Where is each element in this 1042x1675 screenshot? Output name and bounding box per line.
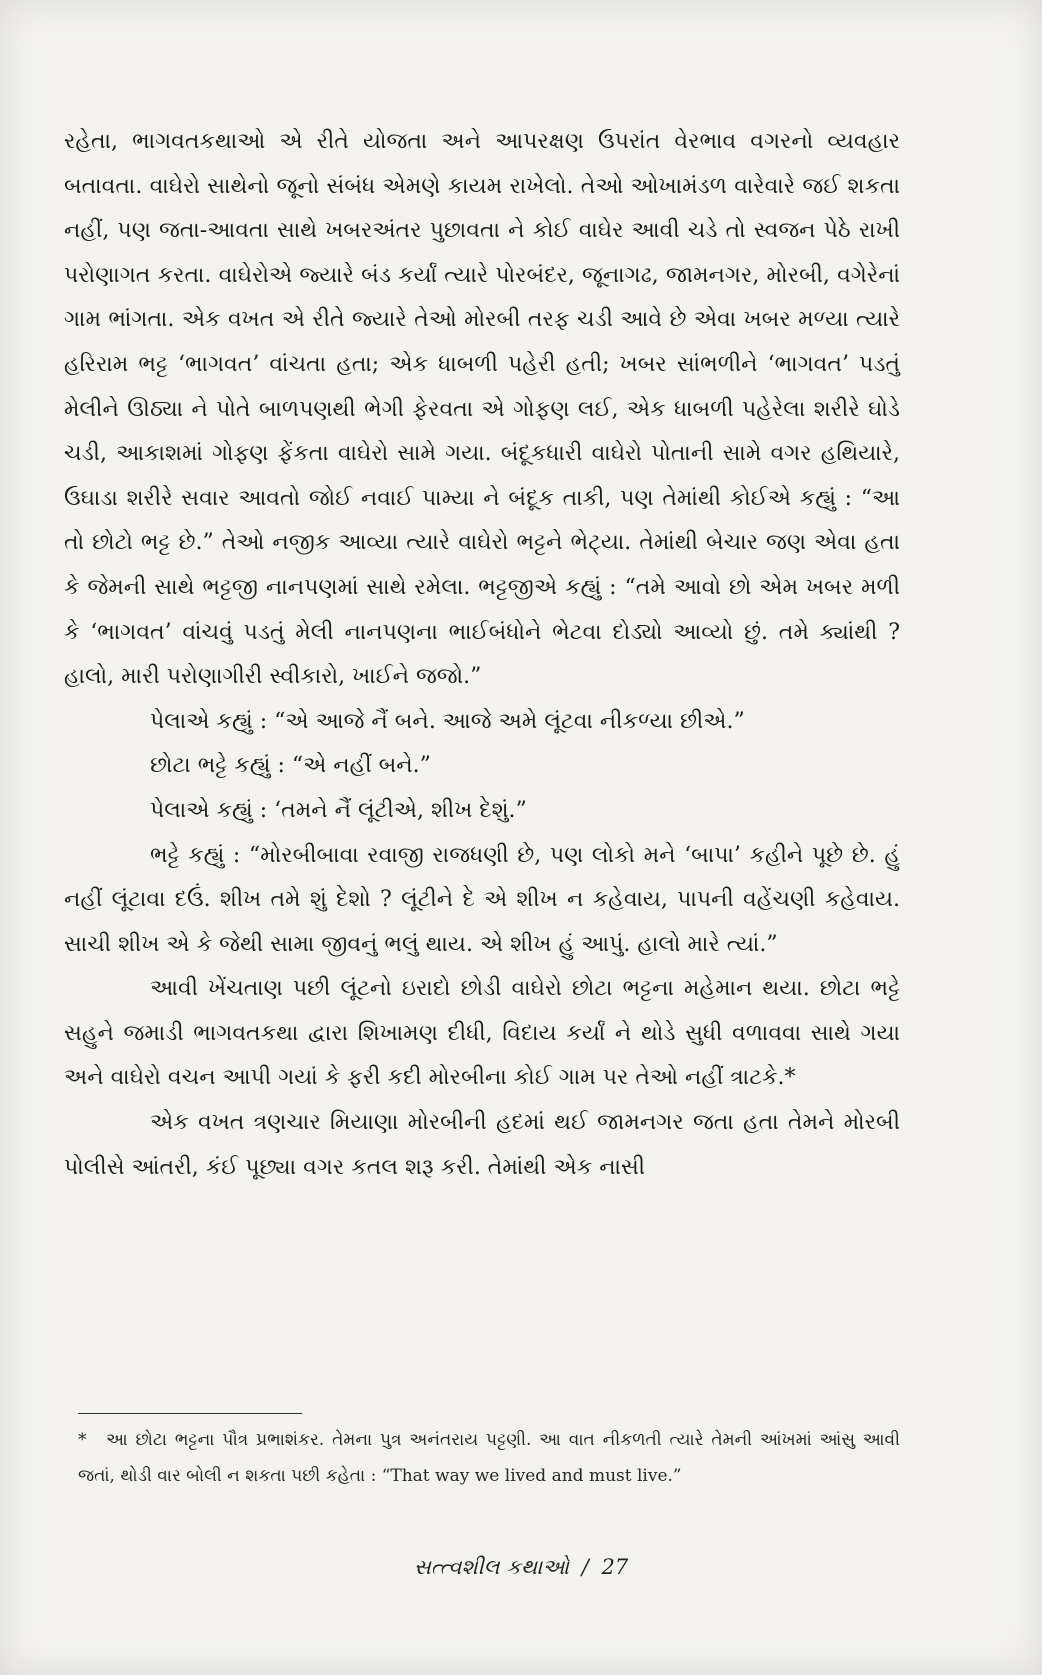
- footnote-marker: *: [78, 1430, 87, 1450]
- footnote-divider: [78, 1413, 302, 1414]
- paragraph-2: પેલાએ કહ્યું : “એ આજે નૈં બને. આજે અમે લૂંટવા નીકળ્યા છીએ.”: [150, 708, 745, 734]
- paragraph-7: એક વખત ત્રણચાર મિયાણા મોરબીની હદમાં થઈ જામનગર જતા હતા તેમને મોરબી પોલીસે આંતરી, કંઈ પૂછ્યા વગર કતલ શરૂ કરી. તેમાંથી એક નાસી: [64, 1110, 900, 1180]
- paragraph-1: રહેતા, ભાગવતકથાઓ એ રીતે યોજતા અને આપરક્ષણ ઉપરાંત વેરભાવ વગરનો વ્યવહાર બતાવતા. વાઘેરો સાથેનો જૂનો સંબંધ એમણે કાયમ રાખેલો. તેઓ ઓખામંડળ વારેવારે જઈ શકતા નહીં, પણ જતા-આવતા સાથે ખબરઅંતર પુછાવતા ને કોઈ વાઘેર આવી ચડે તો સ્વજન પેઠે રાખી પરોણાગત કરતા. વાઘેરોએ જ્યારે બંડ કર્યાં ત્યારે પોરબંદર, જૂનાગઢ, જામનગર, મોરબી, વગેરેનાં ગામ ભાંગતા. એક વખત એ રીતે જ્યારે તેઓ મોરબી તરફ ચડી આવે છે એવા ખબર મળ્યા ત્યારે હરિરામ ભટ્ટ ‘ભાગવત’ વાંચતા હતા; એક ધાબળી પહેરી હતી; ખબર સાંભળીને ‘ભાગવત’ પડતું મેલીને ઊઠ્યા ને પોતે બાળપણથી ભેગી ફેરવતા એ ગોફણ લઈ, એક ધાબળી પહેરેલા શરીરે ઘોડે ચડી, આકાશમાં ગોફણ ફેંકતા વાઘેરો સામે ગયા. બંદૂકધારી વાઘેરો પોતાની સામે વગર હથિયારે, ઉઘાડા શરીરે સવાર આવતો જોઈ નવાઈ પામ્યા ને બંદૂક તાકી, પણ તેમાંથી કોઈએ કહ્યું : “આ તો છોટો ભટ્ટ છે.” તેઓ નજીક આવ્યા ત્યારે વાઘેરો ભટ્ટને ભેટ્યા. તેમાંથી બેચાર જણ એવા હતા કે જેમની સાથે ભટ્ટજી નાનપણમાં સાથે રમેલા. ભટ્ટજીએ કહ્યું : “તમે આવો છો એમ ખબર મળી કે ‘ભાગવત’ વાંચવું પડતું મેલી નાનપણના ભાઈબંધોને ભેટવા દોડ્યો આવ્યો છું. તમે ક્યાંથી ? હાલો, મારી પરોણાગીરી સ્વીકારો, ખાઈને જજો.”: [64, 129, 900, 690]
- page-footer: [0, 1555, 1042, 1580]
- page-number: 27: [601, 1555, 629, 1579]
- paragraph-4: પેલાએ કહ્યું : ‘તમને નૈં લૂંટીએ, શીખ દેશું.”: [150, 797, 527, 823]
- book-title: સત્ત્વશીલ કથાઓ: [413, 1555, 569, 1579]
- paragraph-6: આવી ખેંચતાણ પછી લૂંટનો ઇરાદો છોડી વાઘેરો છોટા ભટ્ટના મહેમાન થયા. છોટા ભટ્ટે સહુને જમાડી ભાગવતકથા દ્વારા શિખામણ દીધી, વિદાય કર્યાં ને થોડે સુધી વળાવવા સાથે ગયા અને વાઘેરો વચન આપી ગયાં કે ફરી કદી મોરબીના કોઈ ગામ પર તેઓ નહીં ત્રાટકે.*: [64, 976, 900, 1091]
- footer-separator: /: [581, 1555, 589, 1579]
- body-text: [64, 120, 900, 1190]
- paragraph-5: ભટ્ટે કહ્યું : “મોરબીબાવા રવાજી રાજધણી છે, પણ લોકો મને ‘બાપા’ કહીને પૂછે છે. હું નહીં લૂંટાવા દઉં. શીખ તમે શું દેશો ? લૂંટીને દે એ શીખ ન કહેવાય, પાપની વહેંચણી કહેવાય. સાચી શીખ એ કે જેથી સામા જીવનું ભલું થાય. એ શીખ હું આપું. હાલો મારે ત્યાં.”: [64, 842, 900, 957]
- footnote: [78, 1422, 900, 1494]
- paragraph-3: છોટા ભટ્ટે કહ્યું : “એ નહીં બને.”: [150, 753, 431, 779]
- footnote-text: આ છોટા ભટ્ટના પૌત્ર પ્રભાશંકર. તેમના પુત્ર અનંતરાય પટ્ટણી. આ વાત નીકળતી ત્યારે તેમની આંખમાં આંસુ આવી જતાં, થોડી વાર બોલી ન શકતા પછી કહેતા : “That way we lived and must live.”: [78, 1430, 900, 1486]
